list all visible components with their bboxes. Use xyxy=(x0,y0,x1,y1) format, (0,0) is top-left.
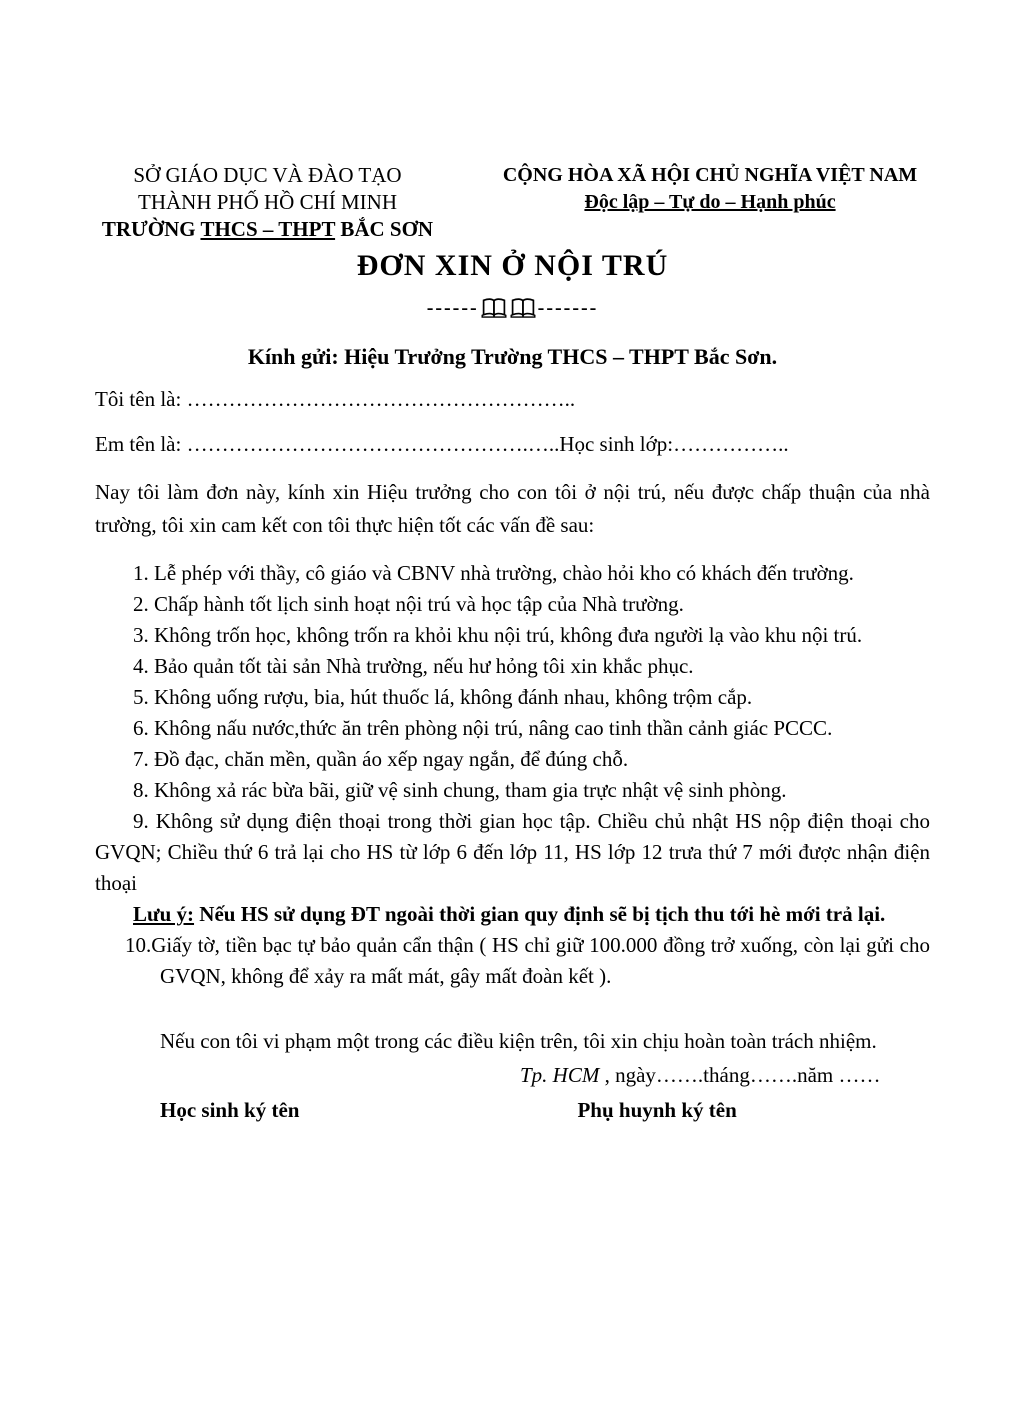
rules-list xyxy=(95,558,930,992)
rule-item-3: 3. Không trốn học, không trốn ra khỏi khu nội trú, không đưa người lạ vào khu nội trú. xyxy=(133,623,863,647)
student-signature-label: Học sinh ký tên xyxy=(160,1098,300,1122)
phone-warning-note xyxy=(95,899,930,930)
city-line: THÀNH PHỐ HỒ CHÍ MINH xyxy=(138,190,397,214)
school-name-suffix: BẮC SƠN xyxy=(335,217,434,241)
rule-item-8: 8. Không xả rác bừa bãi, giữ vệ sinh chung, tham gia trực nhật vệ sinh phòng. xyxy=(133,778,787,802)
rule-item-6: 6. Không nấu nước,thức ăn trên phòng nội trú, nâng cao tinh thần cảnh giác PCCC. xyxy=(133,716,833,740)
page-title: ĐƠN XIN Ở NỘI TRÚ xyxy=(356,249,669,282)
note-text: Nếu HS sử dụng ĐT ngoài thời gian quy định sẽ bị tịch thu tới hè mới trả lại. xyxy=(194,902,886,926)
note-label: Lưu ý: xyxy=(133,902,195,926)
student-name-blank: ………………………………………….….. xyxy=(181,432,560,456)
student-name-label: Em tên là: xyxy=(95,432,182,456)
national-motto-block xyxy=(490,162,930,216)
school-name-prefix: TRƯỜNG xyxy=(101,217,201,241)
rule-item-2: 2. Chấp hành tốt lịch sinh hoạt nội trú và học tập của Nhà trường. xyxy=(133,592,684,616)
country-line: CỘNG HÒA XÃ HỘI CHỦ NGHĨA VIỆT NAM xyxy=(502,164,918,186)
document-header xyxy=(95,162,930,243)
student-name-field xyxy=(95,429,930,460)
school-name-line xyxy=(95,216,440,243)
parent-name-blank: ……………………………………………….. xyxy=(181,387,576,411)
rule-item-10: 10.Giấy tờ, tiền bạc tự bảo quản cẩn thận ( HS chỉ giữ 100.000 đồng trở xuống, còn lại gửi cho GVQN, không để xảy ra mất mát, gây mất đoàn kết ). xyxy=(125,933,930,988)
school-name-underlined: THCS – THPT xyxy=(200,217,336,241)
place-label: Tp. HCM xyxy=(520,1063,600,1087)
salutation-line: Kính gửi: Hiệu Trưởng Trường THCS – THPT Bắc Sơn. xyxy=(247,344,778,369)
issuing-department-block xyxy=(95,162,440,243)
signature-row xyxy=(95,1095,930,1126)
date-blanks: , ngày…….tháng…….năm …… xyxy=(599,1063,881,1087)
rule-item-4: 4. Bảo quản tốt tài sản Nhà trường, nếu hư hỏng tôi xin khắc phục. xyxy=(133,654,694,678)
open-book-icon xyxy=(481,297,507,320)
class-blank: …………….. xyxy=(673,432,789,456)
motto-line: Độc lập – Tự do – Hạnh phúc xyxy=(584,191,836,213)
divider-dashes-left: ------ xyxy=(426,297,479,319)
rule-item-1: 1. Lễ phép với thầy, cô giáo và CBNV nhà trường, chào hỏi kho có khách đến trường. xyxy=(133,561,854,585)
open-book-icon xyxy=(510,297,536,320)
title-divider xyxy=(95,297,930,320)
parent-name-field xyxy=(95,384,930,415)
closing-paragraph: Nếu con tôi vi phạm một trong các điều kiện trên, tôi xin chịu hoàn toàn trách nhiệm. xyxy=(160,1029,877,1053)
parent-name-label: Tôi tên là: xyxy=(95,387,182,411)
parent-signature-label: Phụ huynh ký tên xyxy=(577,1098,737,1122)
rule-item-9: 9. Không sử dụng điện thoại trong thời gian học tập. Chiều chủ nhật HS nộp điện thoại cho GVQN; Chiều thứ 6 trả lại cho HS từ lớp 6 đến lớp 11, HS lớp 12 trưa thứ 7 mới được nhận điện thoại xyxy=(95,809,930,895)
department-line: SỞ GIÁO DỤC VÀ ĐÀO TẠO xyxy=(133,163,402,187)
intro-paragraph: Nay tôi làm đơn này, kính xin Hiệu trưởng cho con tôi ở nội trú, nếu được chấp thuận của nhà trường, tôi xin cam kết con tôi thực hiện tốt các vấn đề sau: xyxy=(95,480,930,537)
divider-dashes-right: ------- xyxy=(537,297,599,319)
date-place-line xyxy=(95,1060,930,1091)
class-label: Học sinh lớp: xyxy=(559,432,674,456)
rule-item-5: 5. Không uống rượu, bia, hút thuốc lá, không đánh nhau, không trộm cắp. xyxy=(133,685,753,709)
rule-item-7: 7. Đồ đạc, chăn mền, quần áo xếp ngay ngắn, để đúng chỗ. xyxy=(133,747,629,771)
